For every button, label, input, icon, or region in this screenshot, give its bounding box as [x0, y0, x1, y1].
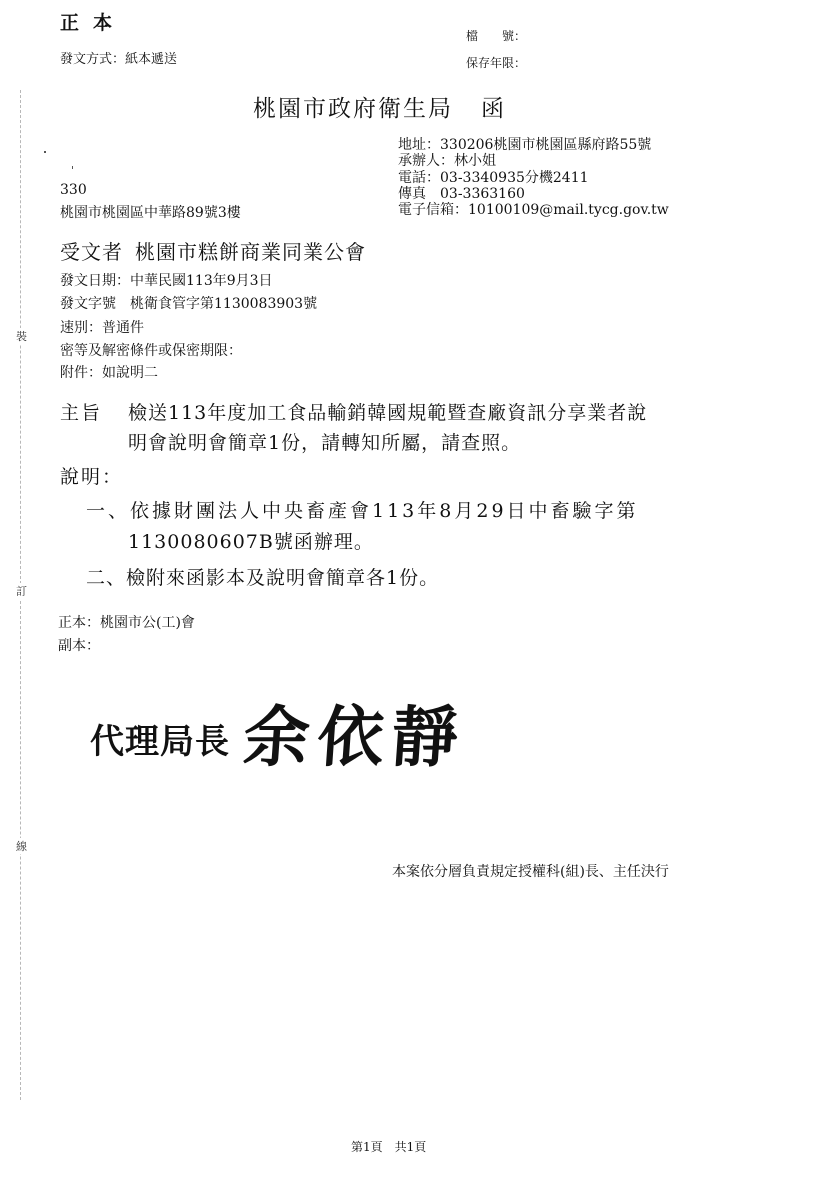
scan-speck	[44, 151, 46, 153]
description-label: 說明：	[60, 466, 124, 488]
delivery-speed: 速別：普通件	[60, 320, 144, 336]
authorization-note: 本案依分層負責規定授權科(組)長、主任決行	[392, 864, 669, 880]
signature-title: 代理局長	[90, 722, 230, 762]
contact-fax: 傳真 03-3363160	[398, 186, 525, 202]
subject-label: 主旨	[60, 402, 103, 424]
description-item-2: 二、檢附來函影本及說明會簡章各1份。	[86, 567, 440, 589]
signature-name: 余依靜	[240, 699, 469, 776]
binding-mark-zhuang: 裝	[16, 330, 27, 343]
page-number: 第1頁 共1頁	[351, 1140, 427, 1154]
binding-mark-ding: 訂	[16, 585, 27, 598]
binding-mark-xian: 線	[16, 840, 27, 853]
description-item-1: 一、依據財團法人中央畜產會113年8月29日中畜驗字第	[86, 500, 639, 522]
recipient-postal-code: 330	[60, 182, 87, 198]
subject-line-2: 明會說明會簡章1份，請轉知所屬，請查照。	[128, 432, 522, 454]
receiver-line	[60, 236, 366, 265]
contact-handler: 承辦人：林小姐	[398, 153, 496, 169]
agency-name: 桃園市政府衛生局	[253, 96, 453, 122]
scan-speck	[72, 166, 73, 169]
contact-address: 地址：330206桃園市桃園區縣府路55號	[398, 137, 652, 153]
receiver-name: 桃園市糕餅商業同業公會	[135, 240, 366, 264]
copy-type: 正本	[60, 12, 127, 34]
issue-date: 發文日期：中華民國113年9月3日	[60, 273, 273, 289]
file-number: 檔 號：	[466, 29, 527, 43]
recipient-address: 桃園市桃園區中華路89號3樓	[60, 205, 241, 221]
original-distribution: 正本：桃園市公(工)會	[58, 615, 195, 631]
contact-phone: 電話：03-3340935分機2411	[398, 170, 589, 186]
contact-email: 電子信箱：10100109@mail.tycg.gov.tw	[398, 202, 669, 218]
document-title	[253, 90, 506, 123]
copy-distribution: 副本：	[58, 638, 100, 654]
send-method: 發文方式：紙本遞送	[60, 52, 178, 67]
receiver-label: 受文者	[60, 240, 123, 264]
attachment: 附件：如說明二	[60, 365, 158, 381]
description-item-1-continued: 1130080607B號函辦理。	[128, 531, 374, 553]
document-type: 函	[481, 96, 506, 122]
document-number: 發文字號 桃衛食管字第1130083903號	[60, 296, 318, 312]
subject-line-1: 檢送113年度加工食品輸銷韓國規範暨查廠資訊分享業者說	[128, 402, 648, 424]
confidentiality: 密等及解密條件或保密期限：	[60, 343, 242, 359]
retention-period: 保存年限：	[466, 56, 527, 70]
